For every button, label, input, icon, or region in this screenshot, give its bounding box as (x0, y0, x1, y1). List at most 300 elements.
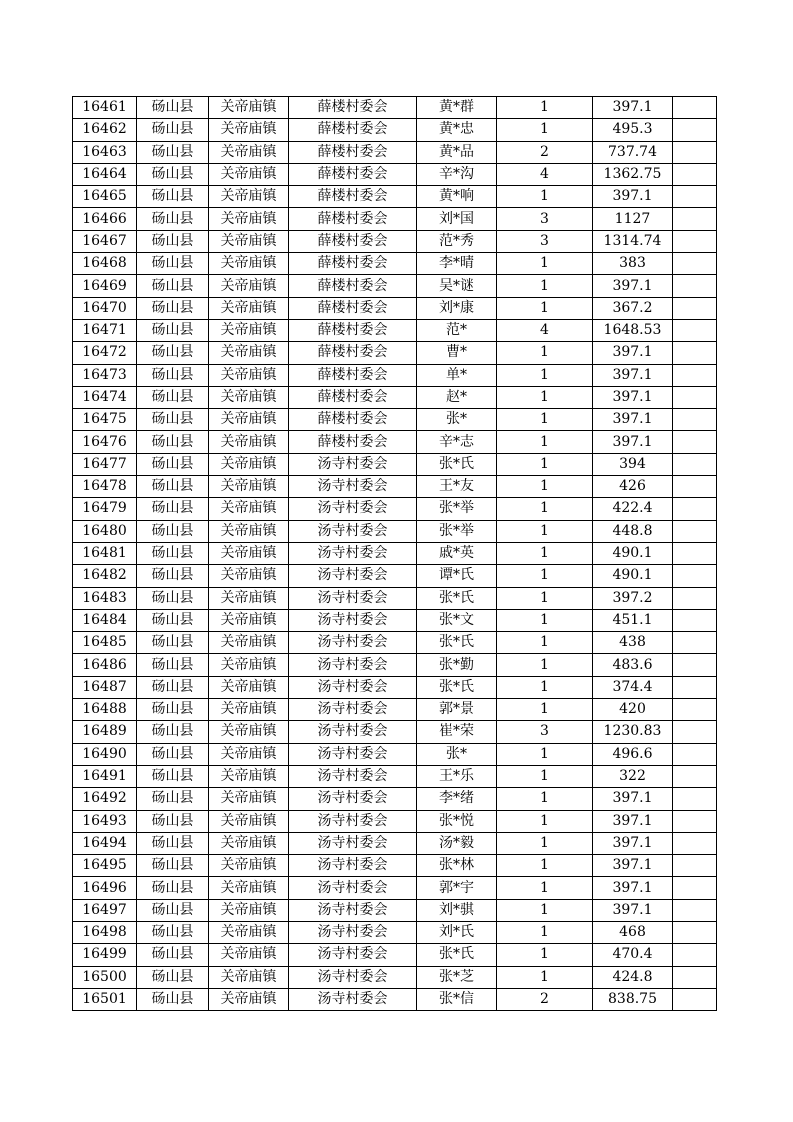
record-id-cell: 16499 (73, 944, 137, 966)
record-id-cell: 16497 (73, 899, 137, 921)
village-cell: 薛楼村委会 (289, 386, 417, 408)
county-cell: 砀山县 (137, 208, 209, 230)
record-id-cell: 16492 (73, 788, 137, 810)
household-count-cell: 1 (497, 699, 593, 721)
county-cell: 砀山县 (137, 899, 209, 921)
county-cell: 砀山县 (137, 855, 209, 877)
amount-cell: 422.4 (593, 498, 673, 520)
village-cell: 汤寺村委会 (289, 765, 417, 787)
empty-cell (673, 498, 717, 520)
amount-cell: 397.1 (593, 364, 673, 386)
record-id-cell: 16462 (73, 119, 137, 141)
town-cell: 关帝庙镇 (209, 141, 289, 163)
village-cell: 汤寺村委会 (289, 899, 417, 921)
name-cell: 李*晴 (417, 253, 497, 275)
village-cell: 汤寺村委会 (289, 654, 417, 676)
table-row (73, 899, 717, 921)
empty-cell (673, 342, 717, 364)
town-cell: 关帝庙镇 (209, 453, 289, 475)
table-row (73, 877, 717, 899)
name-cell: 张*勤 (417, 654, 497, 676)
amount-cell: 420 (593, 699, 673, 721)
town-cell: 关帝庙镇 (209, 765, 289, 787)
town-cell: 关帝庙镇 (209, 832, 289, 854)
table-row (73, 632, 717, 654)
county-cell: 砀山县 (137, 788, 209, 810)
empty-cell (673, 253, 717, 275)
village-cell: 薛楼村委会 (289, 297, 417, 319)
table-row (73, 832, 717, 854)
table-row (73, 721, 717, 743)
amount-cell: 397.1 (593, 186, 673, 208)
name-cell: 曹* (417, 342, 497, 364)
village-cell: 汤寺村委会 (289, 877, 417, 899)
empty-cell (673, 97, 717, 119)
empty-cell (673, 319, 717, 341)
empty-cell (673, 966, 717, 988)
amount-cell: 394 (593, 453, 673, 475)
village-cell: 汤寺村委会 (289, 520, 417, 542)
household-count-cell: 1 (497, 765, 593, 787)
name-cell: 辛*志 (417, 431, 497, 453)
name-cell: 王*友 (417, 476, 497, 498)
amount-cell: 397.1 (593, 275, 673, 297)
empty-cell (673, 431, 717, 453)
county-cell: 砀山县 (137, 520, 209, 542)
town-cell: 关帝庙镇 (209, 186, 289, 208)
table-row (73, 765, 717, 787)
household-count-cell: 1 (497, 542, 593, 564)
town-cell: 关帝庙镇 (209, 409, 289, 431)
amount-cell: 374.4 (593, 676, 673, 698)
county-cell: 砀山县 (137, 743, 209, 765)
town-cell: 关帝庙镇 (209, 119, 289, 141)
table-row (73, 208, 717, 230)
county-cell: 砀山县 (137, 163, 209, 185)
record-id-cell: 16481 (73, 542, 137, 564)
amount-cell: 383 (593, 253, 673, 275)
county-cell: 砀山县 (137, 542, 209, 564)
table-row (73, 141, 717, 163)
empty-cell (673, 520, 717, 542)
household-count-cell: 1 (497, 609, 593, 631)
town-cell: 关帝庙镇 (209, 386, 289, 408)
town-cell: 关帝庙镇 (209, 542, 289, 564)
town-cell: 关帝庙镇 (209, 632, 289, 654)
town-cell: 关帝庙镇 (209, 676, 289, 698)
household-count-cell: 1 (497, 855, 593, 877)
village-cell: 薛楼村委会 (289, 431, 417, 453)
table-row (73, 476, 717, 498)
village-cell: 汤寺村委会 (289, 476, 417, 498)
empty-cell (673, 609, 717, 631)
amount-cell: 438 (593, 632, 673, 654)
name-cell: 张*信 (417, 988, 497, 1010)
record-id-cell: 16480 (73, 520, 137, 542)
household-count-cell: 3 (497, 230, 593, 252)
household-count-cell: 1 (497, 453, 593, 475)
household-count-cell: 1 (497, 921, 593, 943)
empty-cell (673, 208, 717, 230)
name-cell: 张*林 (417, 855, 497, 877)
amount-cell: 397.1 (593, 899, 673, 921)
household-count-cell: 1 (497, 186, 593, 208)
county-cell: 砀山县 (137, 431, 209, 453)
amount-cell: 397.1 (593, 877, 673, 899)
record-id-cell: 16479 (73, 498, 137, 520)
name-cell: 郭*景 (417, 699, 497, 721)
name-cell: 黄*响 (417, 186, 497, 208)
record-id-cell: 16485 (73, 632, 137, 654)
household-count-cell: 1 (497, 877, 593, 899)
table-row (73, 386, 717, 408)
empty-cell (673, 632, 717, 654)
town-cell: 关帝庙镇 (209, 208, 289, 230)
town-cell: 关帝庙镇 (209, 654, 289, 676)
county-cell: 砀山县 (137, 654, 209, 676)
record-id-cell: 16475 (73, 409, 137, 431)
household-count-cell: 1 (497, 119, 593, 141)
county-cell: 砀山县 (137, 944, 209, 966)
town-cell: 关帝庙镇 (209, 275, 289, 297)
table-row (73, 654, 717, 676)
village-cell: 汤寺村委会 (289, 988, 417, 1010)
amount-cell: 397.1 (593, 409, 673, 431)
table-row (73, 988, 717, 1010)
household-count-cell: 1 (497, 97, 593, 119)
amount-cell: 490.1 (593, 542, 673, 564)
county-cell: 砀山县 (137, 97, 209, 119)
town-cell: 关帝庙镇 (209, 498, 289, 520)
amount-cell: 397.1 (593, 810, 673, 832)
county-cell: 砀山县 (137, 453, 209, 475)
name-cell: 张*悦 (417, 810, 497, 832)
village-cell: 薛楼村委会 (289, 275, 417, 297)
table-row (73, 253, 717, 275)
table-row (73, 810, 717, 832)
empty-cell (673, 721, 717, 743)
empty-cell (673, 386, 717, 408)
town-cell: 关帝庙镇 (209, 788, 289, 810)
empty-cell (673, 163, 717, 185)
county-cell: 砀山县 (137, 765, 209, 787)
town-cell: 关帝庙镇 (209, 431, 289, 453)
county-cell: 砀山县 (137, 587, 209, 609)
table-row (73, 342, 717, 364)
household-count-cell: 1 (497, 654, 593, 676)
empty-cell (673, 944, 717, 966)
empty-cell (673, 654, 717, 676)
town-cell: 关帝庙镇 (209, 609, 289, 631)
name-cell: 张*氏 (417, 676, 497, 698)
record-id-cell: 16488 (73, 699, 137, 721)
table-row (73, 609, 717, 631)
name-cell: 张*举 (417, 520, 497, 542)
table-row (73, 520, 717, 542)
county-cell: 砀山县 (137, 275, 209, 297)
county-cell: 砀山县 (137, 565, 209, 587)
village-cell: 汤寺村委会 (289, 453, 417, 475)
household-count-cell: 4 (497, 163, 593, 185)
name-cell: 赵* (417, 386, 497, 408)
village-cell: 汤寺村委会 (289, 699, 417, 721)
town-cell: 关帝庙镇 (209, 899, 289, 921)
town-cell: 关帝庙镇 (209, 743, 289, 765)
amount-cell: 1362.75 (593, 163, 673, 185)
table-row (73, 743, 717, 765)
record-id-cell: 16487 (73, 676, 137, 698)
record-id-cell: 16471 (73, 319, 137, 341)
empty-cell (673, 788, 717, 810)
empty-cell (673, 409, 717, 431)
name-cell: 刘*氏 (417, 921, 497, 943)
village-cell: 汤寺村委会 (289, 743, 417, 765)
records-table (72, 96, 717, 1011)
table-row (73, 565, 717, 587)
amount-cell: 1314.74 (593, 230, 673, 252)
household-count-cell: 1 (497, 587, 593, 609)
record-id-cell: 16496 (73, 877, 137, 899)
empty-cell (673, 297, 717, 319)
village-cell: 汤寺村委会 (289, 832, 417, 854)
name-cell: 崔*荣 (417, 721, 497, 743)
household-count-cell: 1 (497, 520, 593, 542)
county-cell: 砀山县 (137, 921, 209, 943)
village-cell: 汤寺村委会 (289, 810, 417, 832)
town-cell: 关帝庙镇 (209, 587, 289, 609)
empty-cell (673, 765, 717, 787)
record-id-cell: 16500 (73, 966, 137, 988)
amount-cell: 1127 (593, 208, 673, 230)
record-id-cell: 16494 (73, 832, 137, 854)
record-id-cell: 16491 (73, 765, 137, 787)
amount-cell: 496.6 (593, 743, 673, 765)
record-id-cell: 16489 (73, 721, 137, 743)
village-cell: 薛楼村委会 (289, 163, 417, 185)
name-cell: 张*氏 (417, 453, 497, 475)
table-row (73, 230, 717, 252)
village-cell: 汤寺村委会 (289, 609, 417, 631)
town-cell: 关帝庙镇 (209, 297, 289, 319)
amount-cell: 397.2 (593, 587, 673, 609)
empty-cell (673, 899, 717, 921)
amount-cell: 495.3 (593, 119, 673, 141)
town-cell: 关帝庙镇 (209, 699, 289, 721)
village-cell: 汤寺村委会 (289, 721, 417, 743)
county-cell: 砀山县 (137, 699, 209, 721)
table-row (73, 409, 717, 431)
town-cell: 关帝庙镇 (209, 810, 289, 832)
county-cell: 砀山县 (137, 877, 209, 899)
name-cell: 王*乐 (417, 765, 497, 787)
table-row (73, 97, 717, 119)
records-body (73, 97, 717, 1011)
record-id-cell: 16465 (73, 186, 137, 208)
record-id-cell: 16464 (73, 163, 137, 185)
name-cell: 刘*骐 (417, 899, 497, 921)
empty-cell (673, 453, 717, 475)
record-id-cell: 16477 (73, 453, 137, 475)
name-cell: 汤*毅 (417, 832, 497, 854)
household-count-cell: 1 (497, 275, 593, 297)
empty-cell (673, 587, 717, 609)
table-row (73, 297, 717, 319)
record-id-cell: 16484 (73, 609, 137, 631)
name-cell: 张*氏 (417, 944, 497, 966)
county-cell: 砀山县 (137, 966, 209, 988)
town-cell: 关帝庙镇 (209, 319, 289, 341)
village-cell: 薛楼村委会 (289, 409, 417, 431)
name-cell: 黄*品 (417, 141, 497, 163)
village-cell: 汤寺村委会 (289, 498, 417, 520)
table-row (73, 944, 717, 966)
amount-cell: 451.1 (593, 609, 673, 631)
town-cell: 关帝庙镇 (209, 364, 289, 386)
amount-cell: 448.8 (593, 520, 673, 542)
town-cell: 关帝庙镇 (209, 520, 289, 542)
village-cell: 薛楼村委会 (289, 119, 417, 141)
county-cell: 砀山县 (137, 988, 209, 1010)
amount-cell: 838.75 (593, 988, 673, 1010)
village-cell: 汤寺村委会 (289, 855, 417, 877)
village-cell: 薛楼村委会 (289, 208, 417, 230)
amount-cell: 737.74 (593, 141, 673, 163)
town-cell: 关帝庙镇 (209, 342, 289, 364)
household-count-cell: 1 (497, 297, 593, 319)
table-row (73, 453, 717, 475)
name-cell: 单* (417, 364, 497, 386)
empty-cell (673, 476, 717, 498)
name-cell: 张*举 (417, 498, 497, 520)
town-cell: 关帝庙镇 (209, 253, 289, 275)
village-cell: 薛楼村委会 (289, 230, 417, 252)
record-id-cell: 16473 (73, 364, 137, 386)
amount-cell: 367.2 (593, 297, 673, 319)
village-cell: 汤寺村委会 (289, 587, 417, 609)
county-cell: 砀山县 (137, 810, 209, 832)
household-count-cell: 1 (497, 565, 593, 587)
amount-cell: 470.4 (593, 944, 673, 966)
household-count-cell: 1 (497, 632, 593, 654)
town-cell: 关帝庙镇 (209, 230, 289, 252)
empty-cell (673, 832, 717, 854)
record-id-cell: 16493 (73, 810, 137, 832)
record-id-cell: 16474 (73, 386, 137, 408)
amount-cell: 397.1 (593, 788, 673, 810)
empty-cell (673, 542, 717, 564)
county-cell: 砀山县 (137, 297, 209, 319)
empty-cell (673, 988, 717, 1010)
table-row (73, 119, 717, 141)
record-id-cell: 16461 (73, 97, 137, 119)
village-cell: 汤寺村委会 (289, 966, 417, 988)
record-id-cell: 16466 (73, 208, 137, 230)
name-cell: 张* (417, 409, 497, 431)
amount-cell: 1230.83 (593, 721, 673, 743)
name-cell: 黄*忠 (417, 119, 497, 141)
village-cell: 薛楼村委会 (289, 141, 417, 163)
record-id-cell: 16470 (73, 297, 137, 319)
county-cell: 砀山县 (137, 119, 209, 141)
county-cell: 砀山县 (137, 386, 209, 408)
record-id-cell: 16495 (73, 855, 137, 877)
name-cell: 张*文 (417, 609, 497, 631)
empty-cell (673, 364, 717, 386)
name-cell: 辛*沟 (417, 163, 497, 185)
name-cell: 吴*谜 (417, 275, 497, 297)
empty-cell (673, 230, 717, 252)
county-cell: 砀山县 (137, 364, 209, 386)
name-cell: 李*绪 (417, 788, 497, 810)
record-id-cell: 16469 (73, 275, 137, 297)
village-cell: 薛楼村委会 (289, 253, 417, 275)
county-cell: 砀山县 (137, 609, 209, 631)
county-cell: 砀山县 (137, 409, 209, 431)
name-cell: 范* (417, 319, 497, 341)
town-cell: 关帝庙镇 (209, 855, 289, 877)
table-row (73, 966, 717, 988)
record-id-cell: 16486 (73, 654, 137, 676)
household-count-cell: 1 (497, 431, 593, 453)
village-cell: 薛楼村委会 (289, 97, 417, 119)
amount-cell: 397.1 (593, 97, 673, 119)
household-count-cell: 3 (497, 208, 593, 230)
table-row (73, 319, 717, 341)
town-cell: 关帝庙镇 (209, 97, 289, 119)
county-cell: 砀山县 (137, 832, 209, 854)
village-cell: 汤寺村委会 (289, 676, 417, 698)
record-id-cell: 16498 (73, 921, 137, 943)
amount-cell: 397.1 (593, 855, 673, 877)
household-count-cell: 1 (497, 832, 593, 854)
record-id-cell: 16476 (73, 431, 137, 453)
table-row (73, 186, 717, 208)
village-cell: 汤寺村委会 (289, 632, 417, 654)
table-row (73, 855, 717, 877)
table-row (73, 676, 717, 698)
amount-cell: 397.1 (593, 431, 673, 453)
record-id-cell: 16483 (73, 587, 137, 609)
village-cell: 汤寺村委会 (289, 921, 417, 943)
name-cell: 刘*康 (417, 297, 497, 319)
town-cell: 关帝庙镇 (209, 966, 289, 988)
table-row (73, 542, 717, 564)
village-cell: 汤寺村委会 (289, 788, 417, 810)
table-row (73, 587, 717, 609)
table-row (73, 699, 717, 721)
village-cell: 汤寺村委会 (289, 565, 417, 587)
amount-cell: 322 (593, 765, 673, 787)
amount-cell: 424.8 (593, 966, 673, 988)
amount-cell: 490.1 (593, 565, 673, 587)
amount-cell: 397.1 (593, 342, 673, 364)
town-cell: 关帝庙镇 (209, 476, 289, 498)
household-count-cell: 1 (497, 476, 593, 498)
village-cell: 汤寺村委会 (289, 944, 417, 966)
name-cell: 戚*英 (417, 542, 497, 564)
household-count-cell: 1 (497, 253, 593, 275)
town-cell: 关帝庙镇 (209, 721, 289, 743)
amount-cell: 397.1 (593, 832, 673, 854)
name-cell: 郭*宇 (417, 877, 497, 899)
empty-cell (673, 743, 717, 765)
village-cell: 薛楼村委会 (289, 342, 417, 364)
empty-cell (673, 186, 717, 208)
town-cell: 关帝庙镇 (209, 163, 289, 185)
household-count-cell: 1 (497, 409, 593, 431)
county-cell: 砀山县 (137, 342, 209, 364)
village-cell: 汤寺村委会 (289, 542, 417, 564)
